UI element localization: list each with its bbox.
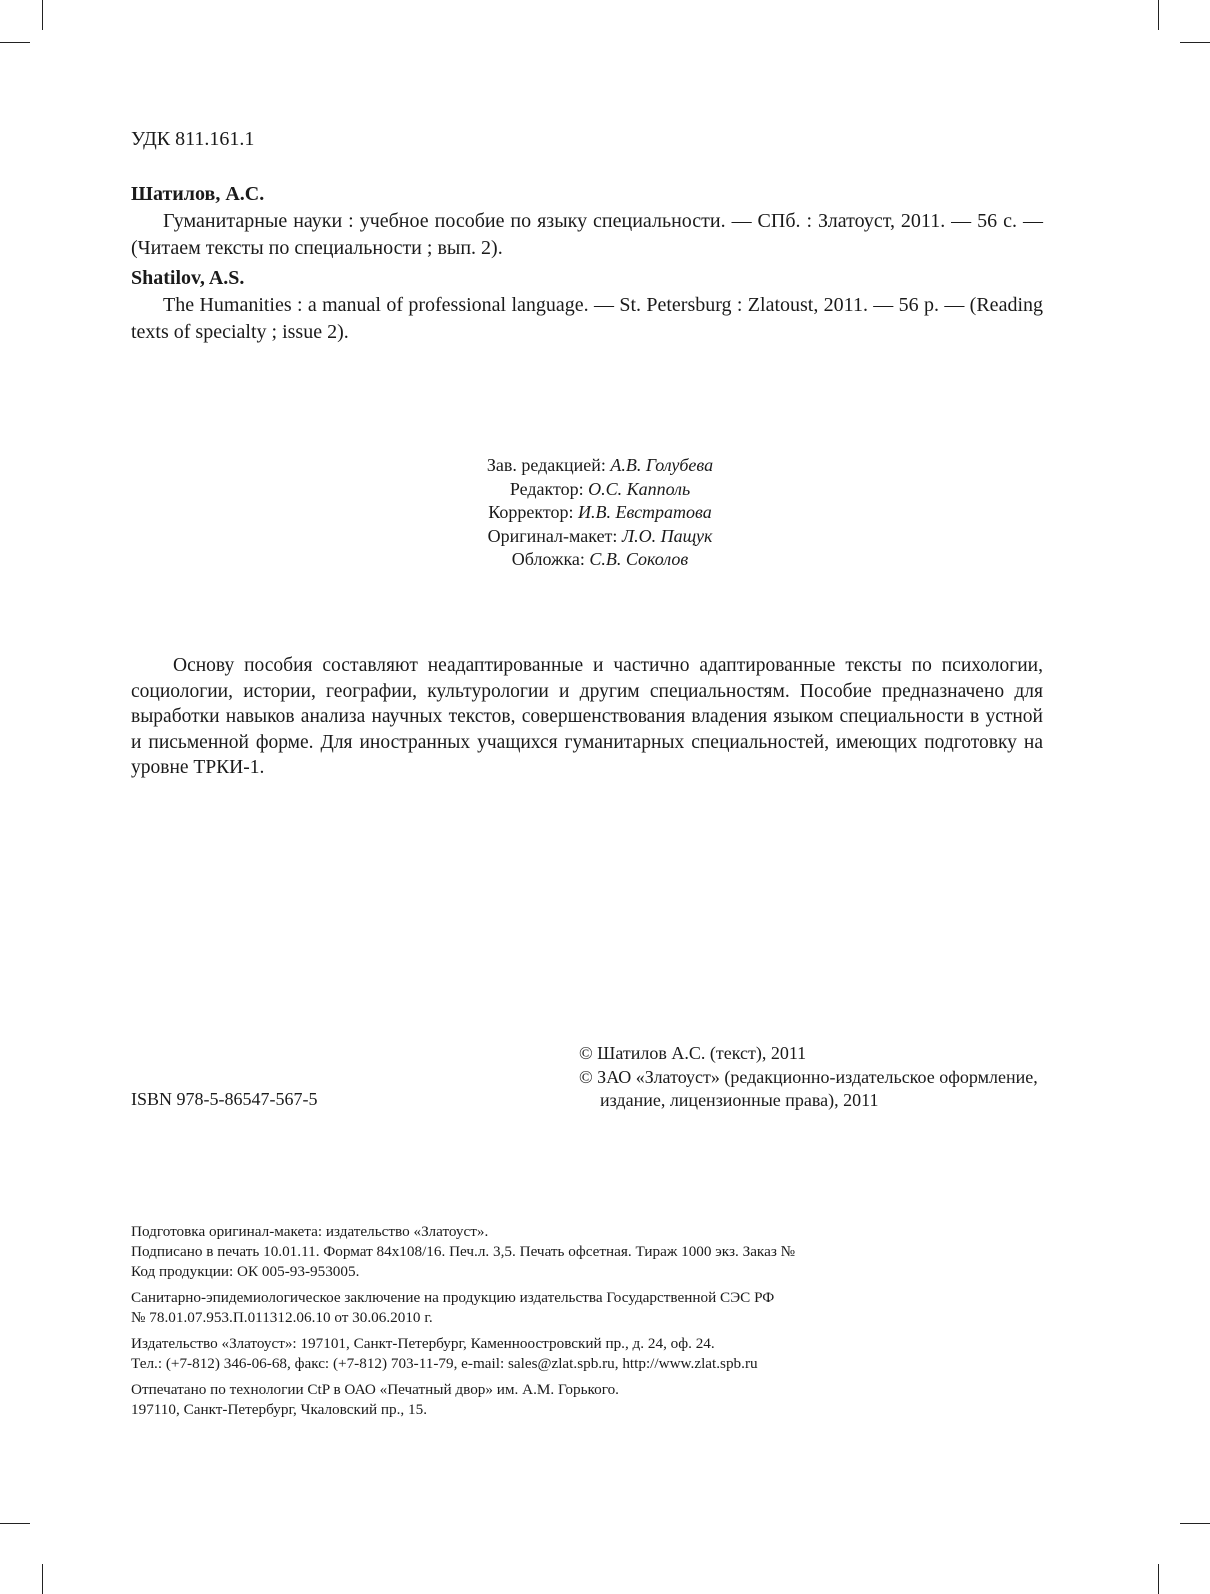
author-en: Shatilov, A.S.: [131, 267, 245, 289]
annotation-text: Основу пособия составляют неадаптированные и частично адаптированные тексты по психологии, социологии, истории, географии, культурологии и другим специальностям. Пособие предназначено для выработки навыков анализа научных текстов, совершенствования владения языком специальности в устной и письменной форме. Для иностранных учащихся гуманитарных специальностей, имеющих подготовку на уровне ТРКИ-1.: [131, 655, 1043, 778]
entry-text-en: The Humanities : a manual of professional language. — St. Petersburg : Zlatoust, 2011. — 56 p. — (Reading texts of specialty ; issue 2).: [131, 294, 1043, 343]
imprint-block: [131, 1222, 1043, 1426]
imprint-line: Издательство «Златоуст»: 197101, Санкт-Петербург, Каменноостровский пр., д. 24, оф. 24.: [131, 1335, 715, 1352]
copyright-line: © ЗАО «Златоуст» (редакционно-издательское оформление, издание, лицензионные права), 2011: [579, 1066, 1038, 1110]
annotation: [131, 653, 1043, 781]
credit-line: [300, 525, 900, 549]
credit-line: [300, 478, 900, 502]
imprint-sanitary: [131, 1288, 1043, 1328]
isbn: ISBN 978-5-86547-567-5: [131, 1089, 318, 1109]
bibliographic-entry-ru: [131, 181, 1043, 262]
imprint-line: Код продукции: ОК 005-93-953005.: [131, 1263, 360, 1280]
imprint-line: Тел.: (+7-812) 346-06-68, факс: (+7-812) 703-11-79, e-mail: sales@zlat.spb.ru, http://www.zlat.spb.ru: [131, 1355, 758, 1372]
udk-code: УДК 811.161.1: [131, 128, 255, 150]
crop-mark-top-right-v: [1158, 0, 1159, 30]
imprint-printer: [131, 1380, 1043, 1420]
credit-line: [300, 501, 900, 525]
imprint-line: Подписано в печать 10.01.11. Формат 84х108/16. Печ.л. 3,5. Печать офсетная. Тираж 1000 экз. Заказ №: [131, 1243, 796, 1260]
crop-mark-bottom-left-v: [42, 1564, 43, 1594]
credit-name: С.В. Соколов: [589, 549, 689, 569]
entry-text-ru: Гуманитарные науки : учебное пособие по языку специальности. — СПб. : Златоуст, 2011. — 56 с. — (Читаем тексты по специальности ; вып. 2).: [131, 210, 1043, 259]
credit-name: Л.О. Пащук: [621, 525, 713, 546]
imprint-line: № 78.01.07.953.П.011312.06.10 от 30.06.2010 г.: [131, 1309, 433, 1326]
credit-role: Обложка:: [511, 549, 585, 569]
editorial-credits: [300, 454, 900, 572]
credit-name: И.В. Евстратова: [578, 502, 712, 522]
copyright-block: [579, 1042, 1045, 1113]
imprint-line: Санитарно-эпидемиологическое заключение на продукцию издательства Государственной СЭС РФ: [131, 1289, 775, 1306]
imprint-line: 197110, Санкт-Петербург, Чкаловский пр., 15.: [131, 1401, 428, 1418]
credit-role: Оригинал-макет:: [487, 525, 618, 546]
bibliographic-entry-en: [131, 265, 1043, 346]
crop-mark-bottom-right-h: [1180, 1523, 1210, 1524]
crop-mark-top-right-h: [1180, 42, 1210, 43]
imprint-print-info: [131, 1222, 1043, 1282]
imprint-line: Отпечатано по технологии CtP в ОАО «Печатный двор» им. А.М. Горького.: [131, 1381, 619, 1398]
imprint-publisher: [131, 1334, 1043, 1374]
credit-name: О.С. Капполь: [588, 478, 691, 499]
credit-role: Зав. редакцией:: [486, 455, 606, 475]
credit-line: [300, 454, 900, 478]
imprint-line: Подготовка оригинал-макета: издательство «Златоуст».: [131, 1223, 489, 1240]
credit-role: Редактор:: [509, 478, 584, 499]
crop-mark-bottom-right-v: [1158, 1564, 1159, 1594]
crop-mark-bottom-left-h: [0, 1523, 30, 1524]
credit-name: А.В. Голубева: [610, 455, 714, 475]
credit-line: [300, 548, 900, 572]
crop-mark-top-left-h: [0, 42, 30, 43]
copyright-line: © Шатилов А.С. (текст), 2011: [579, 1043, 807, 1063]
crop-mark-top-left-v: [42, 0, 43, 30]
credit-role: Корректор:: [488, 502, 574, 522]
author-ru: Шатилов, А.С.: [131, 183, 265, 205]
